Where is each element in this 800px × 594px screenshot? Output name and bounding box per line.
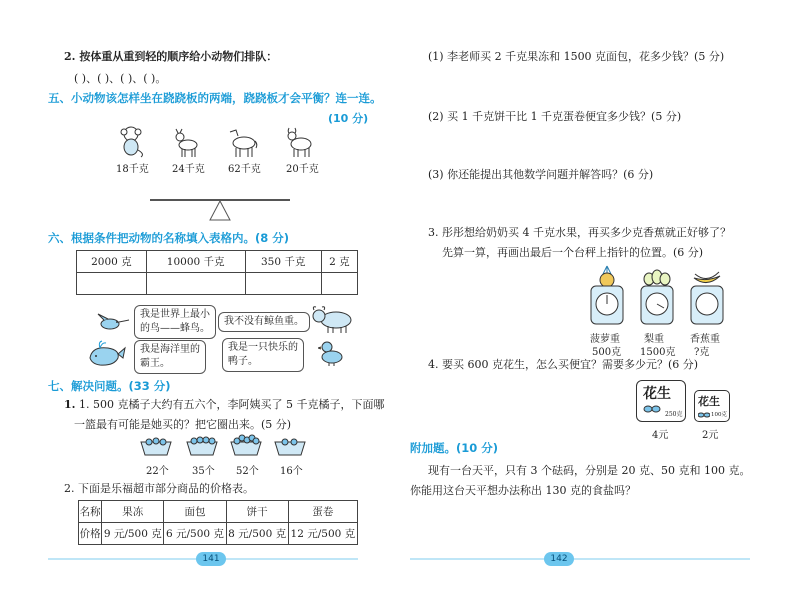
q7-1-text-2: 一篮最有可能是她买的？把它圈出来。(5 分) bbox=[74, 418, 292, 431]
bonus-line-1: 现有一台天平，只有 3 个砝码，分别是 20 克、50 克和 100 克。 bbox=[428, 464, 751, 477]
q2-text: 2. 按体重从重到轻的顺序给小动物们排队： bbox=[64, 50, 278, 63]
question-1: (1) 李老师买 2 千克果冻和 1500 克面包，花多少钱？(5 分) bbox=[428, 50, 725, 63]
section-5-title: 五、小动物该怎样坐在跷跷板的两端，跷跷板才会平衡？连一连。 bbox=[48, 91, 382, 105]
animal-weight-table bbox=[76, 250, 358, 295]
pear-scale-icon bbox=[636, 264, 678, 329]
table-header-cell: 350 千克 bbox=[245, 251, 321, 273]
section-6-title: 六、根据条件把动物的名称填入表格内。(8 分) bbox=[48, 231, 290, 245]
table-answer-cell[interactable] bbox=[77, 273, 147, 295]
peanut-bag-small bbox=[694, 390, 730, 422]
question-3: (3) 你还能提出其他数学问题并解答吗？(6 分) bbox=[428, 168, 654, 181]
peanut-icon bbox=[643, 403, 661, 418]
animal-weight-label: 20千克 bbox=[286, 164, 319, 175]
peanut-bag-large bbox=[636, 380, 686, 422]
scale-weight: 1500克 bbox=[640, 347, 676, 358]
bonus-title: 附加题。(10 分) bbox=[410, 441, 499, 455]
price-header-cell: 蛋卷 bbox=[288, 501, 357, 523]
table-header-cell: 10000 千克 bbox=[146, 251, 245, 273]
table-answer-cell[interactable] bbox=[245, 273, 321, 295]
peanut-icon bbox=[698, 409, 710, 422]
price-header-cell: 果冻 bbox=[102, 501, 164, 523]
q7-2-text: 2. 下面是乐福超市部分商品的价格表。 bbox=[64, 482, 254, 495]
price-header-cell: 名称 bbox=[79, 501, 102, 523]
basket-count-label: 52个 bbox=[236, 466, 259, 477]
q7-1-text: 1. 1. 500 克橘子大约有五六个，李阿姨买了 5 千克橘子，下面哪 bbox=[64, 398, 385, 411]
peanut-weight: 100克 bbox=[711, 412, 727, 418]
scale-label: 菠萝重 bbox=[590, 334, 620, 345]
ox-icon bbox=[310, 304, 354, 337]
peanut-brand: 花生 bbox=[643, 386, 671, 402]
price-cell: 12 元/500 克 bbox=[288, 523, 357, 545]
peanut-price: 4元 bbox=[652, 430, 669, 441]
basket-icon[interactable] bbox=[274, 434, 306, 459]
animal-weight-label: 62千克 bbox=[228, 164, 261, 175]
price-cell: 9 元/500 克 bbox=[102, 523, 164, 545]
section-7-title: 七、解决问题。(33 分) bbox=[48, 379, 171, 393]
page-footer-bar bbox=[410, 558, 750, 560]
price-table bbox=[78, 500, 358, 545]
animal-weight-label: 24千克 bbox=[172, 164, 205, 175]
q2-blanks[interactable]: ( )、( )、( )、( )。 bbox=[74, 72, 167, 85]
duck-icon bbox=[318, 340, 344, 369]
price-cell: 6 元/500 克 bbox=[164, 523, 226, 545]
whale-icon bbox=[86, 340, 126, 371]
table-answer-cell[interactable] bbox=[321, 273, 357, 295]
price-cell: 价格 bbox=[79, 523, 102, 545]
no-fish-bubble: 我不没有鲸鱼重。 bbox=[218, 312, 310, 332]
basket-count-label: 35个 bbox=[192, 466, 215, 477]
peanut-price: 2元 bbox=[702, 430, 719, 441]
basket-count-label: 16个 bbox=[280, 466, 303, 477]
page-number: 141 bbox=[196, 552, 226, 566]
peanut-brand: 花生 bbox=[698, 395, 720, 408]
whale-bubble: 我是海洋里的 霸王。 bbox=[134, 340, 206, 374]
basket-icon[interactable] bbox=[140, 434, 172, 459]
goat-icon bbox=[284, 126, 314, 158]
scale-weight: 500克 bbox=[592, 347, 622, 358]
price-header-cell: 饼干 bbox=[226, 501, 288, 523]
q7-3-line-1: 3. 彤彤想给奶奶买 4 千克水果，再买多少克香蕉就正好够了？ bbox=[428, 226, 731, 239]
page-number: 142 bbox=[544, 552, 574, 566]
scale-label: 梨重 bbox=[644, 334, 664, 345]
q7-1-line: 1. 500 克橘子大约有五六个，李阿姨买了 5 千克橘子，下面哪 bbox=[78, 398, 385, 411]
hummingbird-bubble: 我是世界上最小 的鸟——蜂鸟。 bbox=[134, 305, 216, 339]
bonus-line-2: 你能用这台天平想办法称出 130 克的食盐吗？ bbox=[410, 484, 636, 497]
price-cell: 8 元/500 克 bbox=[226, 523, 288, 545]
section-5-score: (10 分) bbox=[328, 112, 369, 125]
seesaw bbox=[150, 196, 290, 225]
table-header-cell: 2 克 bbox=[321, 251, 357, 273]
peanut-weight: 250克 bbox=[665, 411, 683, 418]
table-header-cell: 2000 克 bbox=[77, 251, 147, 273]
horse-icon bbox=[226, 126, 258, 158]
question-2: (2) 买 1 千克饼干比 1 千克蛋卷便宜多少钱？(5 分) bbox=[428, 110, 682, 123]
q7-4-text: 4. 要买 600 克花生，怎么买便宜？需要多少元？(6 分) bbox=[428, 358, 699, 371]
price-header-cell: 面包 bbox=[164, 501, 226, 523]
hummingbird-icon bbox=[96, 310, 130, 337]
banana-scale-icon bbox=[686, 264, 728, 329]
duck-bubble: 我是一只快乐的 鸭子。 bbox=[222, 338, 304, 372]
q7-3-line-2: 先算一算，再画出最后一个台秤上指针的位置。(6 分) bbox=[442, 246, 704, 259]
monkey-icon bbox=[116, 124, 146, 158]
scale-weight: ?克 bbox=[694, 347, 710, 358]
animal-weight-label: 18千克 bbox=[116, 164, 149, 175]
basket-count-label: 22个 bbox=[146, 466, 169, 477]
basket-icon[interactable] bbox=[230, 434, 262, 459]
pineapple-scale-icon bbox=[586, 264, 628, 329]
basket-icon[interactable] bbox=[186, 434, 218, 459]
scale-label: 香蕉重 bbox=[690, 334, 720, 345]
table-answer-cell[interactable] bbox=[146, 273, 245, 295]
deer-icon bbox=[170, 126, 200, 158]
